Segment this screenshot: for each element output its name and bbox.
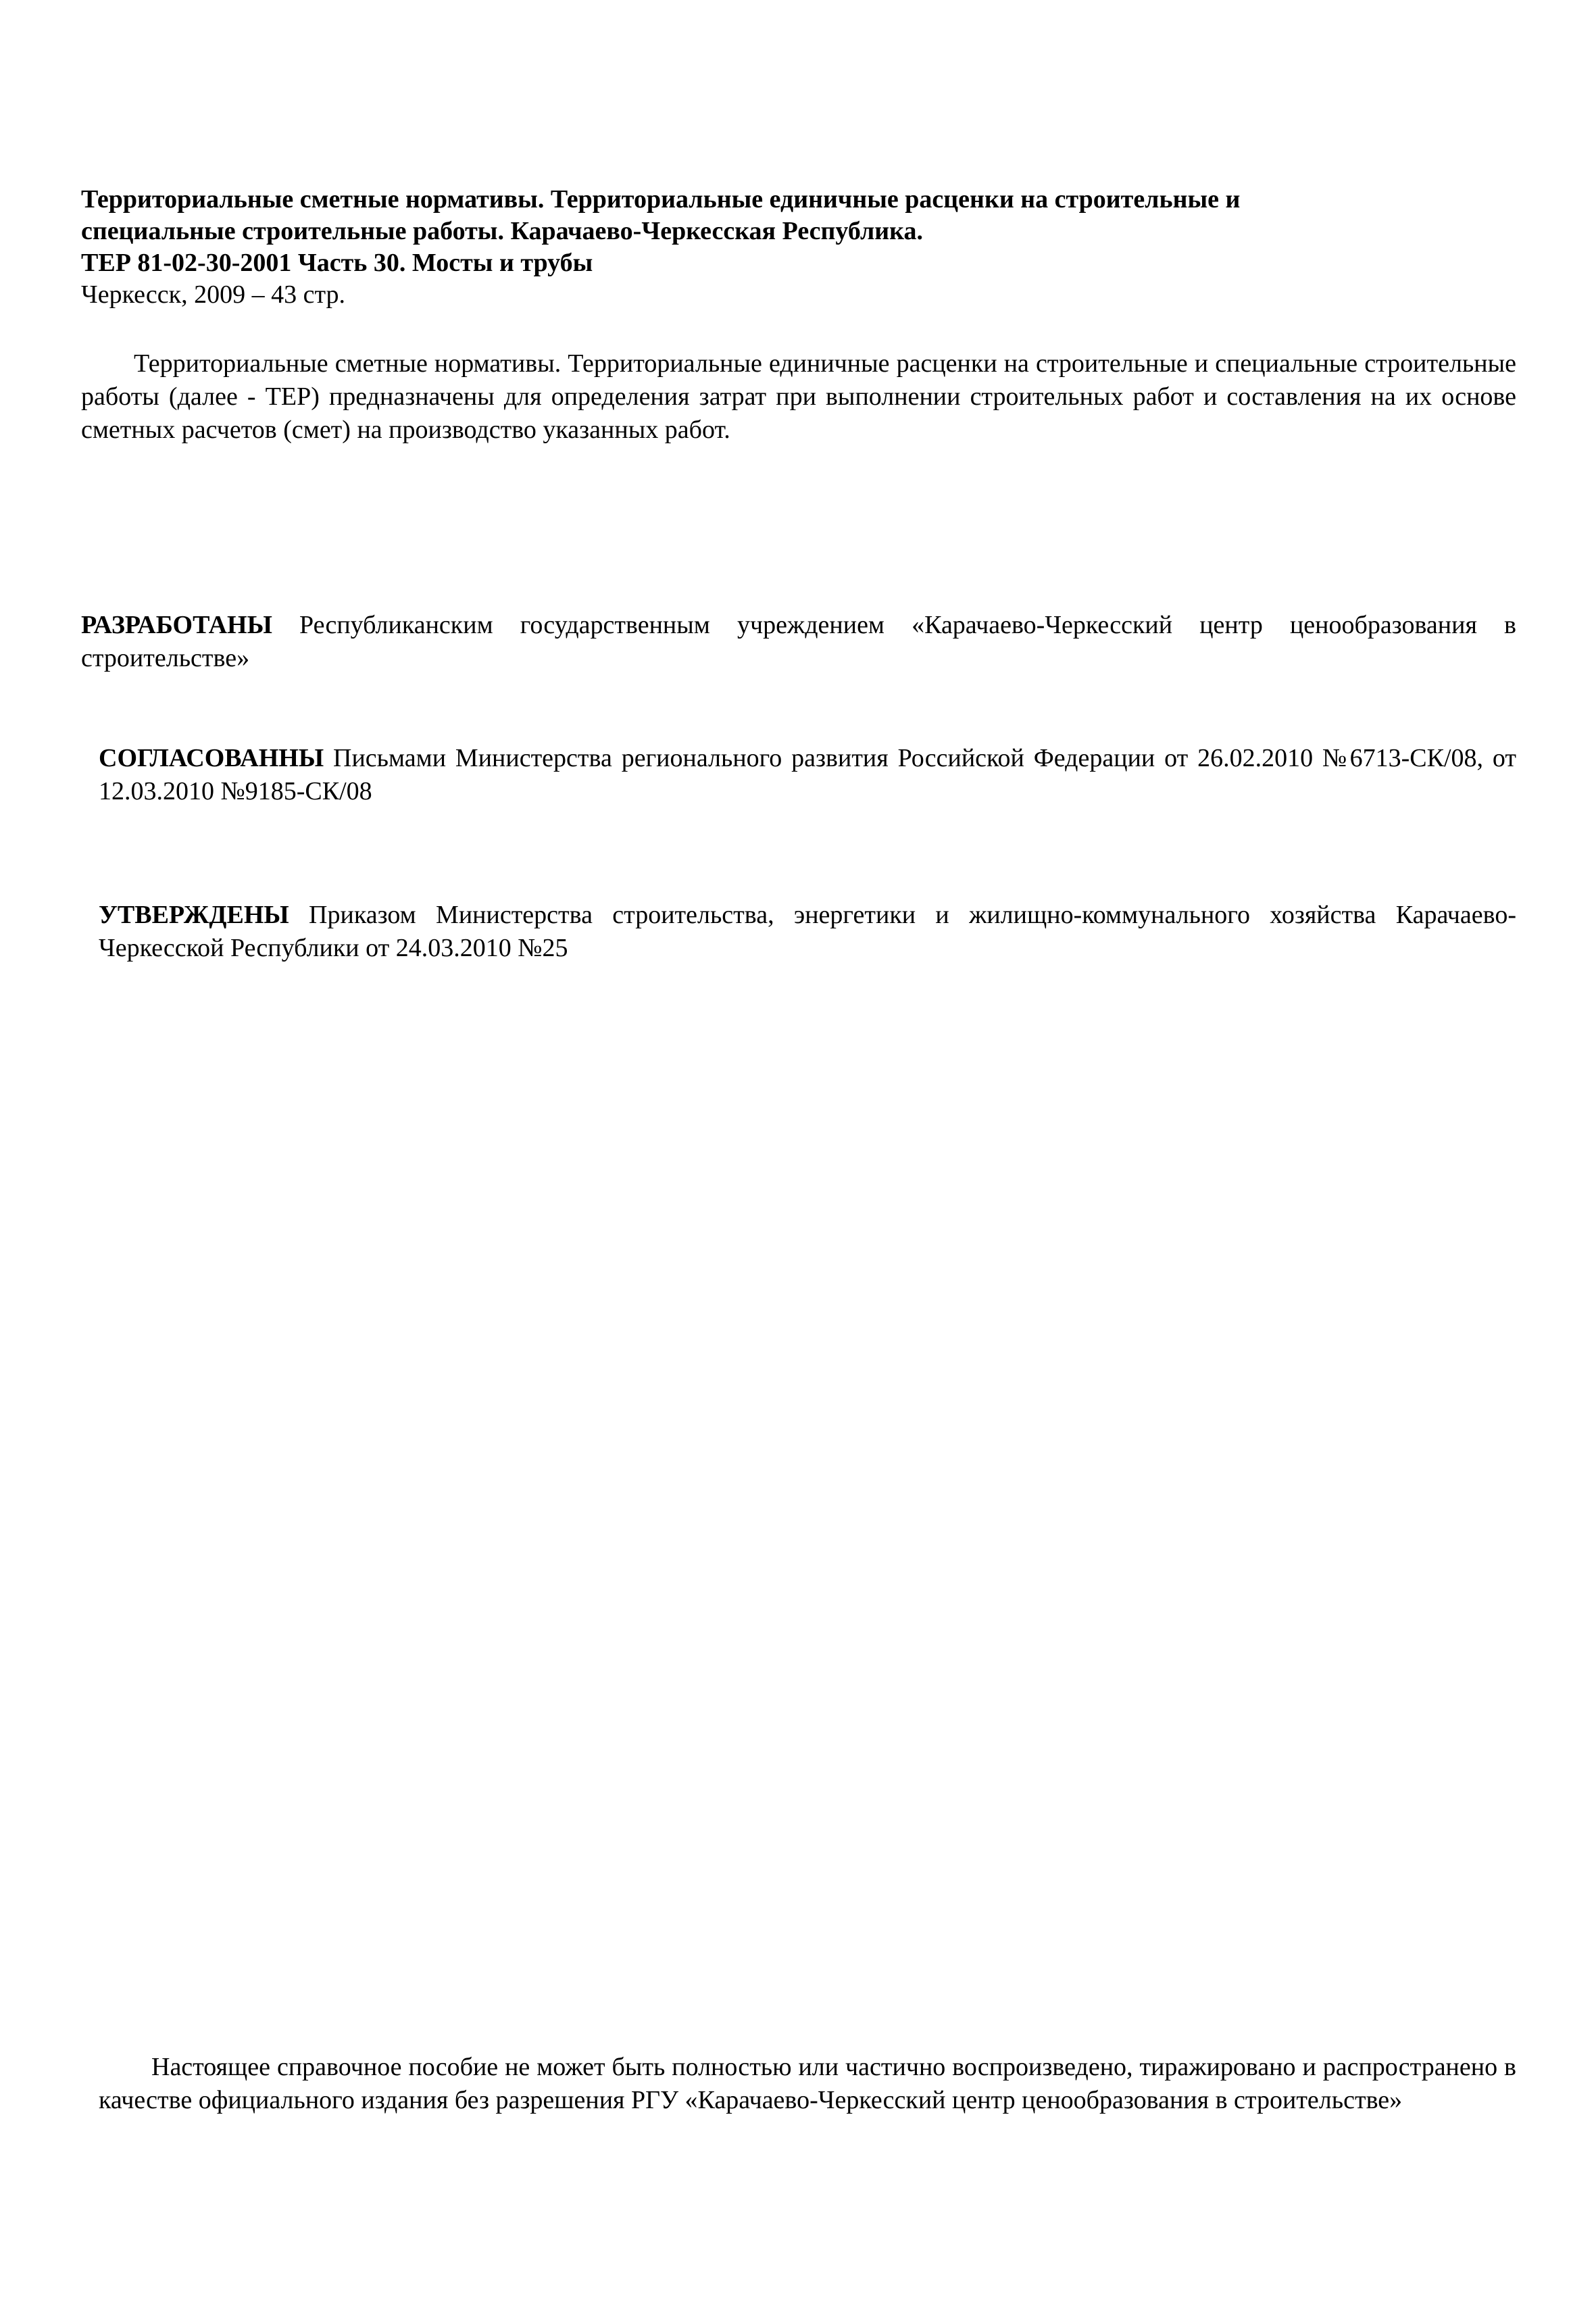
approved-paragraph (99, 899, 1516, 965)
agreed-text: Письмами Министерства регионального развития Российской Федерации от 26.02.2010 №6713-СК/08, от 12.03.2010 №9185-СК/08 (99, 744, 1516, 805)
header-place-year-pages: Черкесск, 2009 – 43 стр. (81, 280, 346, 309)
developed-by-label: РАЗРАБОТАНЫ (81, 611, 272, 639)
agreed-label: СОГЛАСОВАННЫ (99, 744, 324, 772)
copyright-notice: Настоящее справочное пособие не может быть полностью или частично воспроизведено, тиражировано и распространено в качестве официального издания без разрешения РГУ «Карачаево-Черкесский центр ценообразования в строительстве» (99, 2053, 1516, 2114)
developed-by-paragraph (81, 609, 1516, 675)
header-title-line-1: Территориальные сметные нормативы. Территориальные единичные расценки на строительные и (81, 185, 1241, 214)
developed-by-text: Республиканским государственным учреждением «Карачаево-Черкесский центр ценообразования в строительстве» (81, 611, 1516, 672)
header-code-line: ТЕР 81-02-30-2001 Часть 30. Мосты и трубы (81, 249, 593, 277)
agreed-paragraph (99, 742, 1516, 808)
intro-paragraph: Территориальные сметные нормативы. Территориальные единичные расценки на строительные и специальные строительные работы (далее - ТЕР) предназначены для определения затрат при выполнении строительных работ и составления на их основе сметных расчетов (смет) на производство указанных работ. (81, 349, 1516, 444)
approved-label: УТВЕРЖДЕНЫ (99, 901, 289, 929)
approved-text: Приказом Министерства строительства, энергетики и жилищно-коммунального хозяйства Карачаево-Черкесской Республики от 24.03.2010 №25 (99, 901, 1516, 962)
document-header (81, 184, 1520, 311)
header-title-line-2: специальные строительные работы. Карачаево-Черкесская Республика. (81, 217, 924, 245)
